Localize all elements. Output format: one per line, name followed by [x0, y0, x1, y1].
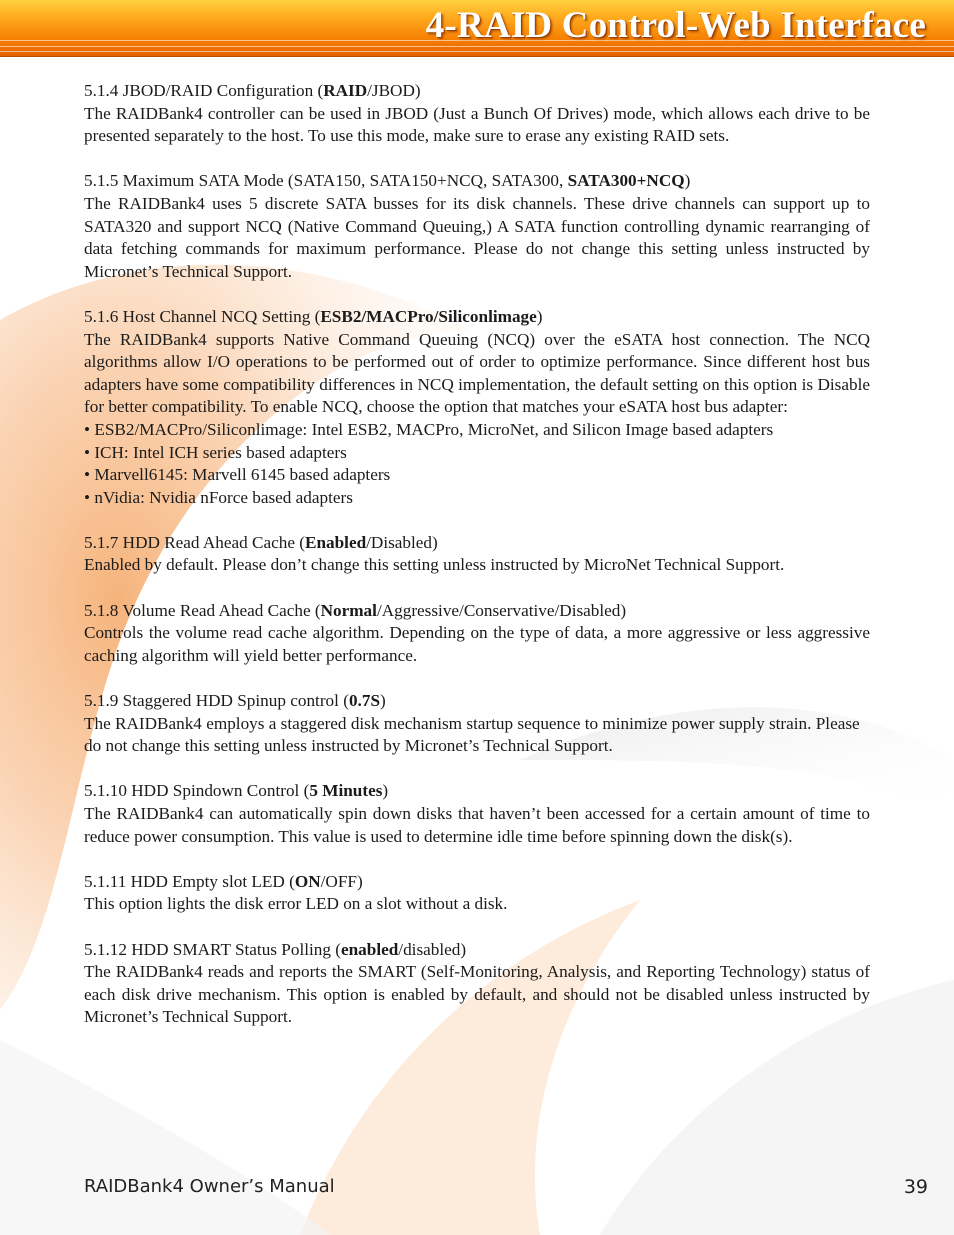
- section-body: Enabled by default. Please don’t change this setting unless instructed by MicroNet Technical Support.: [84, 555, 785, 575]
- list-item: • Marvell6145: Marvell 6145 based adapters: [84, 464, 870, 487]
- section-body: The RAIDBank4 uses 5 discrete SATA busses for its disk channels. These drive channels can support up to SATA320 and support NCQ (Native Command Queuing,) A SATA function controlling dynamic rearranging of data fetching commands for maximum performance. Please do not change this setting unless instructed by Micronet’s Technical Support.: [84, 193, 870, 281]
- manual-content: [84, 80, 870, 1052]
- section-heading: 5.1.10 HDD Spindown Control (5 Minutes): [84, 781, 389, 801]
- section-smart-status-polling: [84, 939, 870, 1029]
- section-heading: 5.1.6 Host Channel NCQ Setting (ESB2/MACPro/Siliconlimage): [84, 306, 543, 326]
- section-heading: 5.1.9 Staggered HDD Spinup control (0.7S): [84, 691, 386, 711]
- section-maximum-sata-mode: [84, 170, 870, 283]
- default-value: 0.7S: [348, 691, 380, 711]
- section-heading: 5.1.8 Volume Read Ahead Cache (Normal/Aggressive/Conservative/Disabled): [84, 600, 627, 620]
- section-volume-read-ahead-cache: [84, 600, 870, 668]
- section-heading: 5.1.7 HDD Read Ahead Cache (Enabled/Disabled): [84, 532, 438, 552]
- section-body: The RAIDBank4 can automatically spin down disks that haven’t been accessed for a certain amount of time to reduce power consumption. This value is used to determine idle time before spinning down the disk(s).: [84, 804, 870, 846]
- section-host-channel-ncq: [84, 306, 870, 509]
- page-title: 4-RAID Control-Web Interface: [425, 5, 926, 46]
- list-item: • ESB2/MACPro/Siliconlimage: Intel ESB2, MACPro, MicroNet, and Silicon Image based adapters: [84, 419, 870, 442]
- default-value: Enabled: [305, 532, 367, 552]
- default-value: Normal: [320, 600, 377, 620]
- section-hdd-read-ahead-cache: [84, 532, 870, 577]
- default-value: ESB2/MACPro/Siliconlimage: [320, 306, 537, 326]
- default-value: enabled: [340, 939, 399, 959]
- section-heading: 5.1.5 Maximum SATA Mode (SATA150, SATA150+NCQ, SATA300, SATA300+NCQ): [84, 171, 691, 191]
- section-jbod-raid-configuration: [84, 80, 870, 148]
- page-number: 39: [903, 1176, 928, 1198]
- section-heading: 5.1.11 HDD Empty slot LED (ON/OFF): [84, 871, 363, 891]
- list-item: • ICH: Intel ICH series based adapters: [84, 442, 870, 465]
- section-body: The RAIDBank4 employs a staggered disk mechanism startup sequence to minimize power supply strain. Please do not change this setting unless instructed by Micronet’s Technical Support.: [84, 713, 860, 756]
- section-heading: 5.1.12 HDD SMART Status Polling (enabled/disabled): [84, 939, 467, 959]
- section-body: The RAIDBank4 supports Native Command Queuing (NCQ) over the eSATA host connection. The NCQ algorithms allow I/O operations to be performed out of order to optimize performance. Since different host bus adapters have some compatibility differences in NCQ implementation, the default setting on this option is Disable for better compatibility. To enable NCQ, choose the option that matches your eSATA host bus adapter:: [84, 329, 870, 417]
- section-body: Controls the volume read cache algorithm. Depending on the type of data, a more aggressive or less aggressive caching algorithm will yield better performance.: [84, 623, 870, 665]
- default-value: SATA300+NCQ: [567, 171, 685, 191]
- section-staggered-spinup: [84, 690, 870, 758]
- section-body: This option lights the disk error LED on a slot without a disk.: [84, 894, 508, 914]
- page-header-bar: [0, 0, 954, 57]
- section-body: The RAIDBank4 controller can be used in JBOD (Just a Bunch Of Drives) mode, which allows each drive to be presented separately to the host. To use this mode, make sure to erase any existing RAID sets.: [84, 103, 870, 146]
- default-value: RAID: [323, 81, 368, 100]
- footer-manual-title: RAIDBank4 Owner’s Manual: [84, 1176, 335, 1197]
- default-value: ON: [294, 871, 321, 891]
- adapter-options-list: [84, 419, 870, 509]
- section-empty-slot-led: [84, 871, 870, 916]
- section-heading: 5.1.4 JBOD/RAID Configuration (RAID/JBOD): [84, 81, 421, 100]
- section-body: The RAIDBank4 reads and reports the SMART (Self-Monitoring, Analysis, and Reporting Technology) status of each disk drive mechanism. This option is enabled by default, and should not be disabled unless instructed by Micronet’s Technical Support.: [84, 962, 870, 1027]
- list-item: • nVidia: Nvidia nForce based adapters: [84, 487, 870, 510]
- default-value: 5 Minutes: [309, 781, 383, 801]
- section-hdd-spindown-control: [84, 780, 870, 848]
